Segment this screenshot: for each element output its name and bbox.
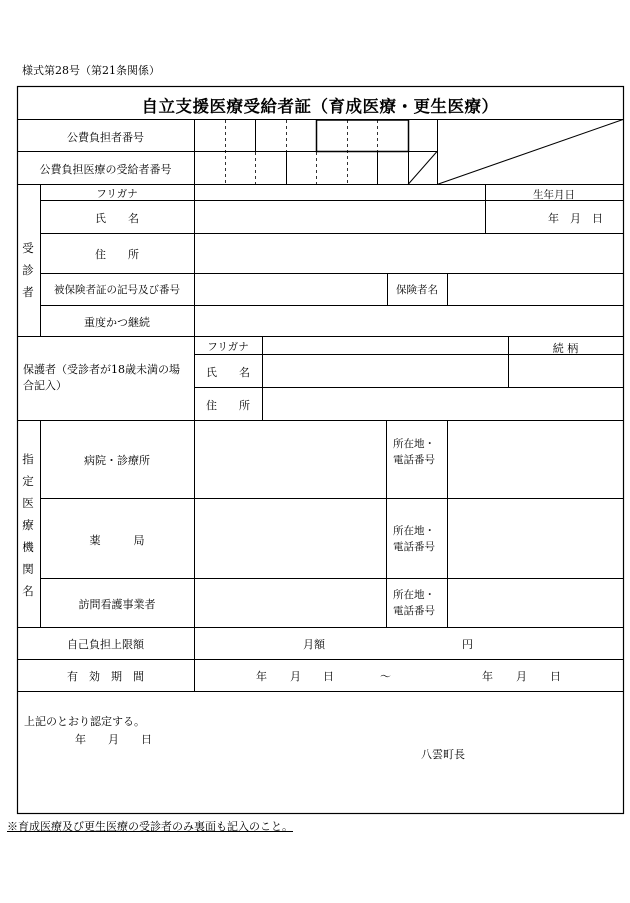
guardian-furigana-label: フリガナ — [207, 341, 249, 353]
recipient-number-label: 公費負担医療の受給者番号 — [39, 163, 172, 176]
certification-text: 上記のとおり認定する。 — [24, 715, 145, 728]
limit-label: 自己負担上限額 — [67, 638, 144, 651]
issuer: 八雲町長 — [421, 748, 465, 761]
certification-date: 年 月 日 — [75, 733, 152, 746]
validity-tilde: ～ — [380, 670, 391, 683]
guardian-name-label: 氏 名 — [206, 366, 250, 379]
pharmacy-location-phone-label: 所在地・ 電話番号 — [393, 525, 435, 553]
validity-end-day: 日 — [550, 670, 561, 683]
insurer-label: 保険者名 — [396, 284, 438, 296]
validity-start-year: 年 — [256, 670, 267, 683]
hospital-location-phone-label: 所在地・ 電話番号 — [393, 438, 435, 466]
severe-continuous-label: 重度かつ継続 — [84, 316, 150, 329]
form-title: 自立支援医療受給者証（育成医療・更生医療） — [141, 97, 499, 116]
hospital-label: 病院・診療所 — [84, 454, 150, 467]
guardian-address-label: 住 所 — [206, 399, 250, 412]
monthly-label: 月額 — [303, 638, 325, 651]
nursing-label: 訪問看護事業者 — [78, 598, 156, 611]
relation-label: 続 柄 — [552, 342, 579, 355]
validity-label: 有 効 期 間 — [67, 670, 144, 683]
birthdate-ymd: 年 月 日 — [548, 212, 603, 225]
patient-address-label: 住 所 — [95, 248, 139, 261]
patient-name-label: 氏 名 — [95, 212, 139, 225]
validity-end-month: 月 — [516, 670, 527, 683]
form-number: 様式第28号（第21条関係） — [22, 64, 160, 77]
insurance-card-label: 被保険者証の記号及び番号 — [54, 284, 180, 296]
footnote: ※育成医療及び更生医療の受診者のみ裏面も記入のこと。 — [7, 820, 293, 833]
pharmacy-label: 薬 局 — [89, 534, 145, 547]
patient-group-label: 受診者 — [22, 241, 34, 299]
yen-label: 円 — [462, 638, 473, 651]
validity-start-day: 日 — [323, 670, 334, 683]
institution-group-label: 指定医療機関名 — [22, 452, 34, 598]
validity-start-month: 月 — [290, 670, 301, 683]
nursing-location-phone-label: 所在地・ 電話番号 — [393, 589, 435, 617]
public-payer-number-label: 公費負担者番号 — [67, 131, 144, 144]
validity-end-year: 年 — [482, 670, 493, 683]
guardian-label: 保護者（受診者が18歳未満の場合記入） — [23, 363, 180, 392]
birthdate-label: 生年月日 — [533, 189, 575, 201]
patient-furigana-label: フリガナ — [96, 188, 138, 200]
